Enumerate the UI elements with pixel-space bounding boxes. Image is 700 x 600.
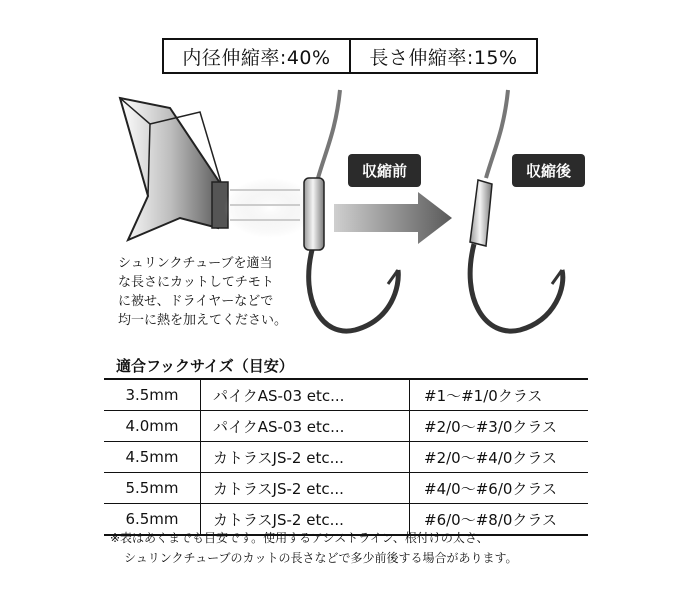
hook-model-cell: パイクAS-03 etc... (201, 379, 410, 411)
hook-model-cell: カトラスJS-2 etc... (201, 504, 410, 536)
hook-model-cell: カトラスJS-2 etc... (201, 442, 410, 473)
arrow-right-icon (334, 192, 452, 244)
footnote-line: ※表はあくまでも目安です。使用するアシストライン、根付けの太さ、 (110, 531, 489, 545)
table-row (104, 411, 588, 442)
tube-size-cell: 4.0mm (104, 411, 201, 442)
before-shrink-badge: 収縮前 (348, 154, 421, 187)
table-title: 適合フックサイズ（目安） (116, 357, 294, 375)
hook-range-cell: #2/0〜#4/0クラス (410, 442, 589, 473)
table-row (104, 442, 588, 473)
hook-after-shrink (470, 90, 563, 331)
hair-dryer-icon (120, 98, 316, 240)
tube-size-cell: 6.5mm (104, 504, 201, 536)
length-shrink-rate: 長さ伸縮率:15% (349, 40, 536, 72)
tube-size-cell: 3.5mm (104, 379, 201, 411)
instruction-text (118, 254, 308, 330)
hook-size-table (104, 378, 588, 536)
hook-model-cell: カトラスJS-2 etc... (201, 473, 410, 504)
tube-size-cell: 4.5mm (104, 442, 201, 473)
after-shrink-badge: 収縮後 (512, 154, 585, 187)
hook-range-cell: #6/0〜#8/0クラス (410, 504, 589, 536)
hook-model-cell: パイクAS-03 etc... (201, 411, 410, 442)
footnote (110, 528, 517, 568)
table-row (104, 473, 588, 504)
hook-range-cell: #1〜#1/0クラス (410, 379, 589, 411)
tube-size-cell: 5.5mm (104, 473, 201, 504)
instruction-line: な長さにカットしてチモト (118, 275, 274, 290)
instruction-line: 均一に熱を加えてください。 (118, 313, 288, 328)
hook-range-cell: #4/0〜#6/0クラス (410, 473, 589, 504)
instruction-line: シュリンクチューブを適当 (118, 256, 273, 271)
inner-diameter-shrink-rate: 内径伸縮率:40% (182, 46, 331, 69)
instruction-line: に被せ、ドライヤーなどで (118, 294, 274, 309)
hook-range-cell: #2/0〜#3/0クラス (410, 411, 589, 442)
footnote-line: シュリンクチューブのカットの長さなどで多少前後する場合があります。 (124, 551, 518, 565)
table-row (104, 379, 588, 411)
